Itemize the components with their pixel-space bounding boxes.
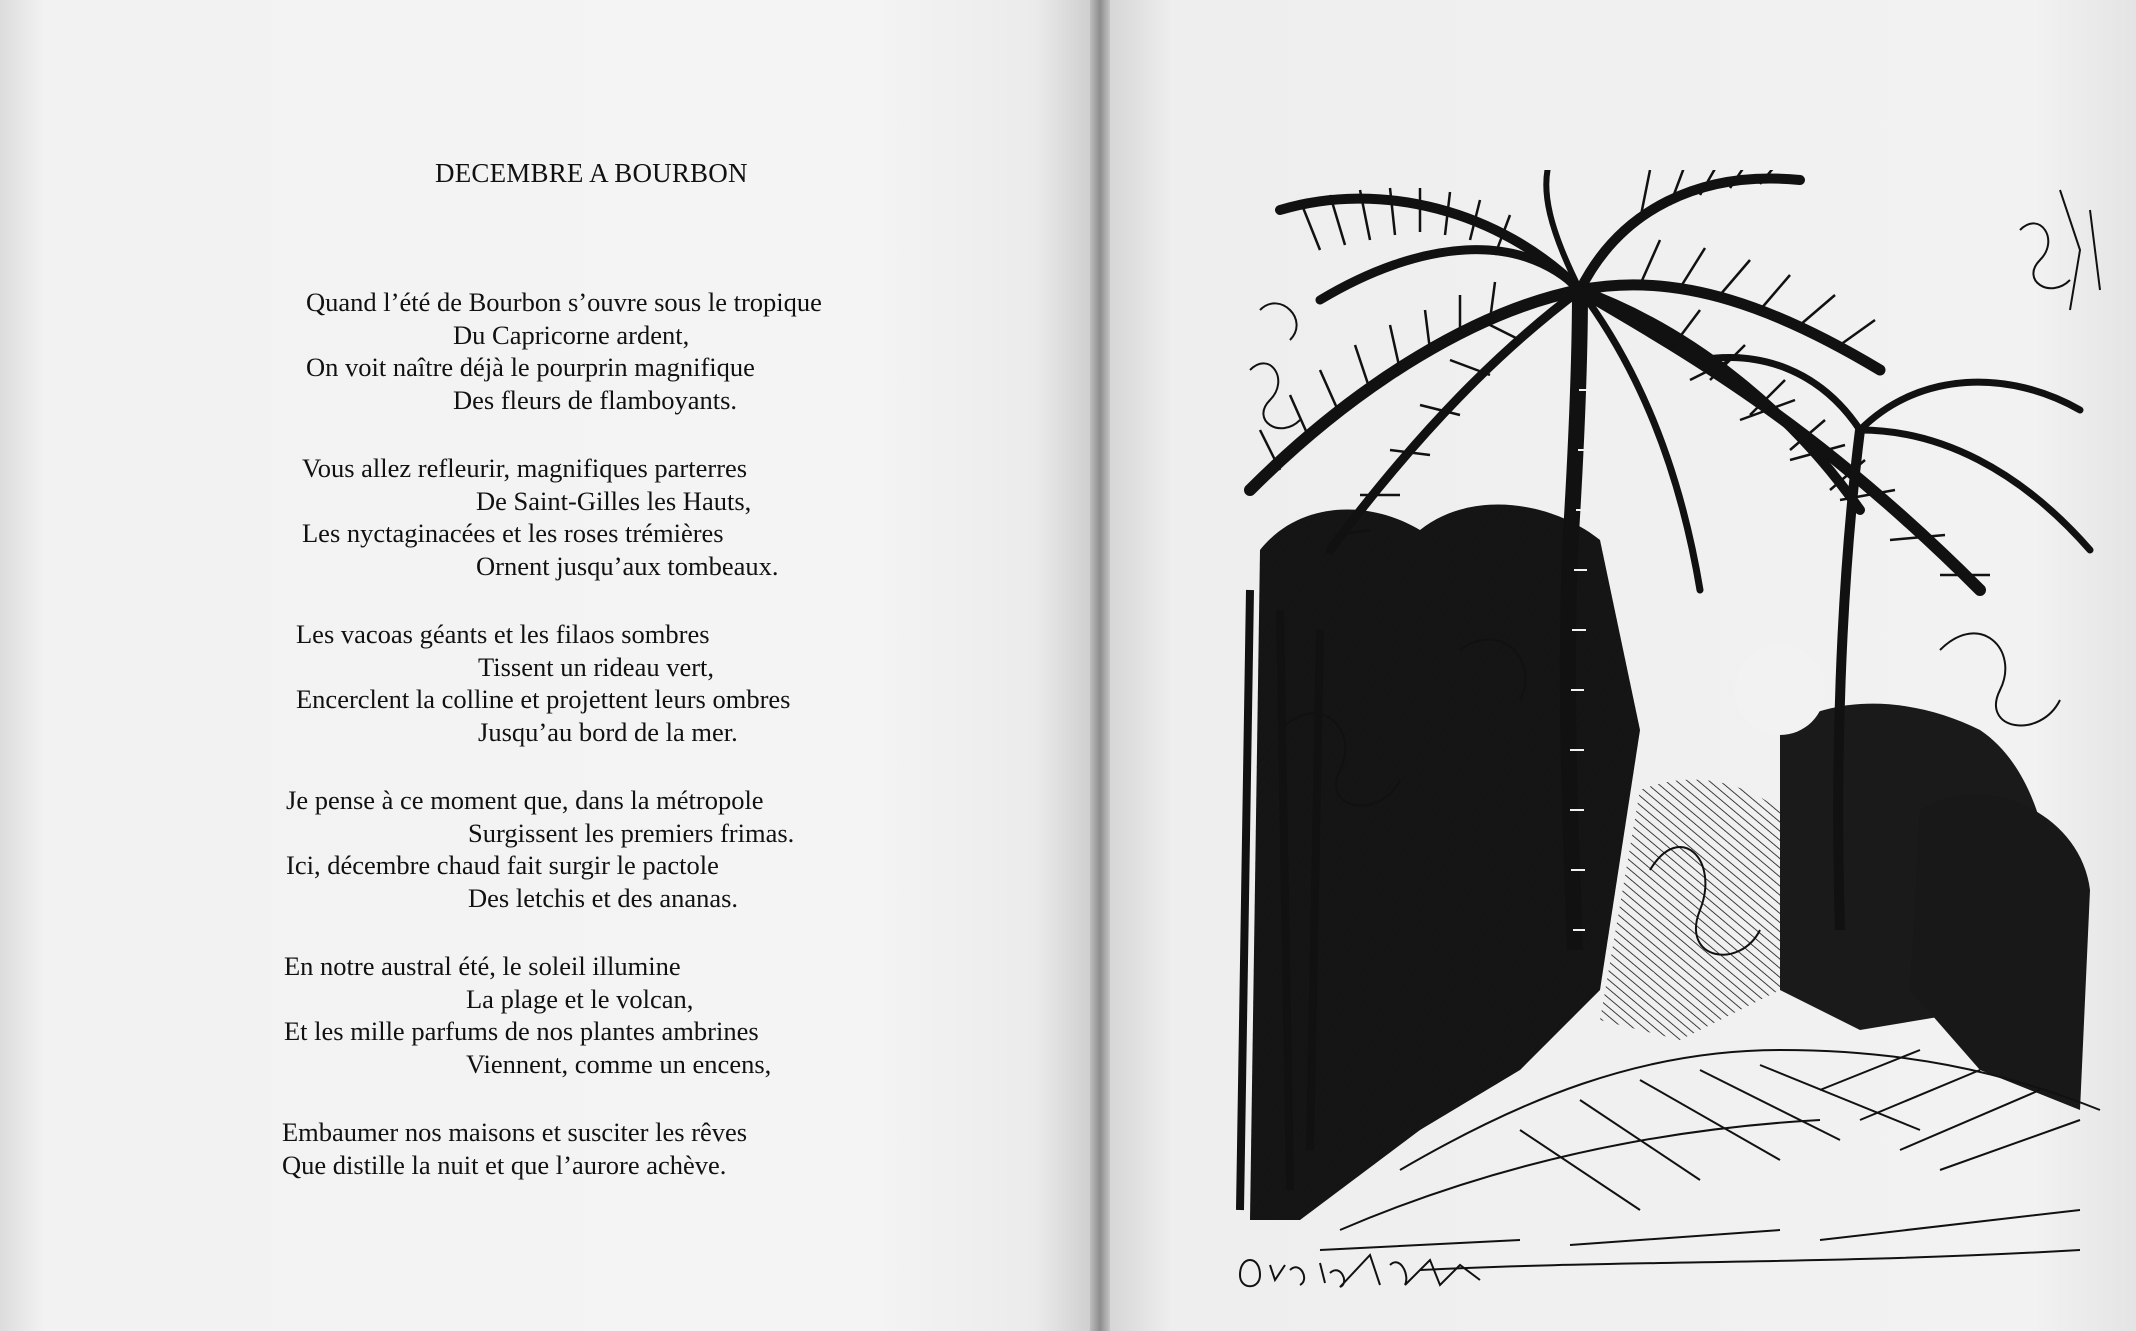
verse-line: Je pense à ce moment que, dans la métropole bbox=[286, 785, 764, 815]
stanza-4 bbox=[270, 784, 1010, 914]
verse-line: Embaumer nos maisons et susciter les rêves bbox=[282, 1117, 748, 1147]
poem-title: DECEMBRE A BOURBON bbox=[435, 158, 748, 188]
verse-line: Encerclent la colline et projettent leurs ombres bbox=[296, 684, 791, 714]
stanza-3 bbox=[270, 618, 1010, 748]
book-gutter bbox=[1090, 0, 1110, 1331]
verse-line: Viennent, comme un encens, bbox=[466, 1048, 772, 1079]
right-page bbox=[1110, 0, 2136, 1331]
verse-line: Jusqu’au bord de la mer. bbox=[478, 716, 738, 747]
verse-line: En notre austral été, le soleil illumine bbox=[284, 951, 681, 981]
stanza-1 bbox=[270, 286, 1010, 416]
verse-line: Les vacoas géants et les filaos sombres bbox=[296, 619, 710, 649]
verse-line: Tissent un rideau vert, bbox=[478, 651, 715, 682]
stanza-5 bbox=[270, 950, 1010, 1080]
verse-line: Des fleurs de flamboyants. bbox=[453, 384, 738, 415]
verse-line: De Saint-Gilles les Hauts, bbox=[476, 485, 752, 516]
verse-line: Quand l’été de Bourbon s’ouvre sous le tropique bbox=[306, 287, 822, 317]
verse-line: Surgissent les premiers frimas. bbox=[468, 817, 795, 848]
palm-tree-illustration bbox=[1220, 170, 2120, 1300]
verse-line: Que distille la nuit et que l’aurore achève. bbox=[282, 1149, 727, 1180]
verse-line: Des letchis et des ananas. bbox=[468, 882, 739, 913]
verse-line: Ici, décembre chaud fait surgir le pactole bbox=[286, 850, 719, 880]
verse-line: On voit naître déjà le pourprin magnifique bbox=[306, 352, 755, 382]
artist-signature bbox=[1230, 1235, 1490, 1295]
poem-stanzas bbox=[270, 286, 1010, 1217]
stanza-2 bbox=[270, 452, 1010, 582]
verse-line: Ornent jusqu’aux tombeaux. bbox=[476, 550, 779, 581]
verse-line: Vous allez refleurir, magnifiques parterres bbox=[302, 453, 748, 483]
verse-line: Les nyctaginacées et les roses trémières bbox=[302, 518, 724, 548]
verse-line: Et les mille parfums de nos plantes ambrines bbox=[284, 1016, 759, 1046]
verse-line: Du Capricorne ardent, bbox=[453, 319, 690, 350]
stanza-6 bbox=[270, 1116, 1010, 1181]
verse-line: La plage et le volcan, bbox=[466, 983, 694, 1014]
